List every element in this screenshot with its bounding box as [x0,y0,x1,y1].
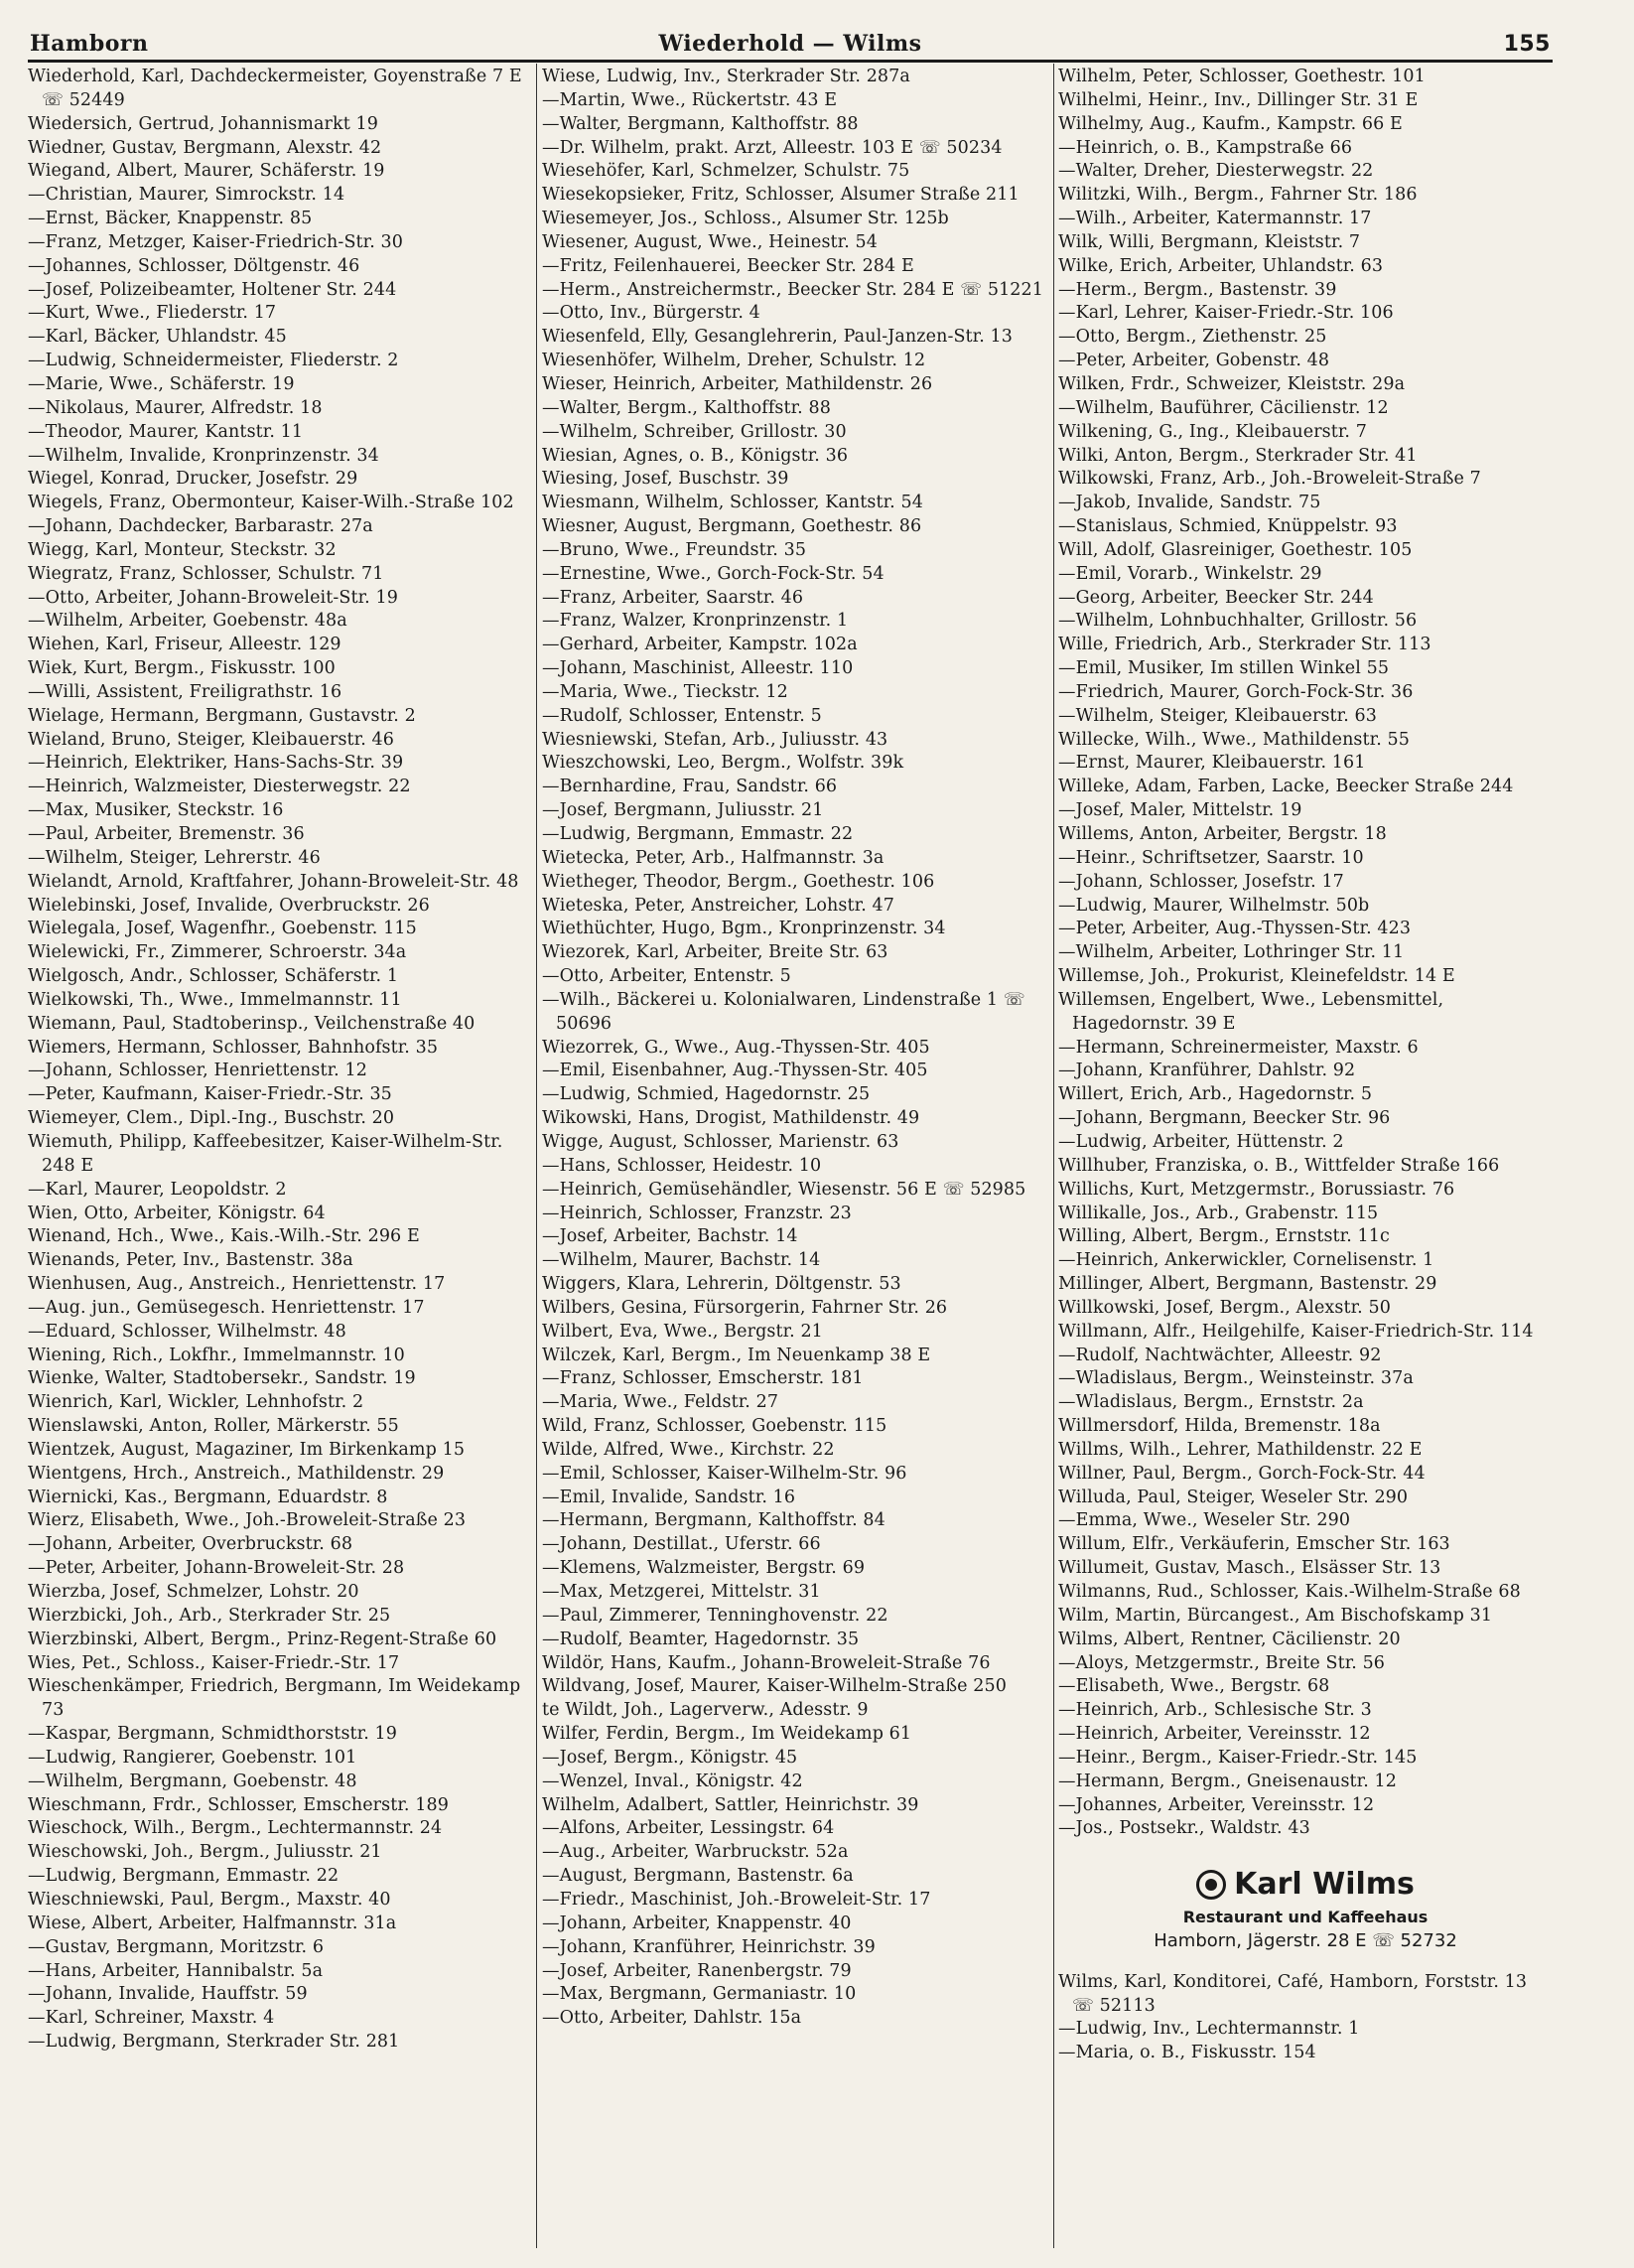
directory-entry: Wiegratz, Franz, Schlosser, Schulstr. 71 [28,563,384,584]
directory-entry: Wilmanns, Rud., Schlosser, Kais.-Wilhelm-Straße 68 [1058,1582,1521,1602]
directory-entry: Wiegg, Karl, Monteur, Steckstr. 32 [28,539,337,560]
directory-entry: Wielgosch, Andr., Schlosser, Schäferstr. 1 [28,966,399,987]
directory-entry: —Ludwig, Bergmann, Emmastr. 22 [542,824,854,844]
directory-entry: —Willi, Assistent, Freiligrathstr. 16 [28,681,342,702]
directory-entry: Wilitzki, Wilh., Bergm., Fahrner Str. 186 [1058,185,1418,206]
column-2 [542,66,1050,2250]
directory-entry: Wieschock, Wilh., Bergm., Lechtermannstr. 24 [28,1818,443,1839]
directory-entry: —Johann, Bergmann, Beecker Str. 96 [1058,1108,1391,1129]
directory-entry: Wiehen, Karl, Friseur, Alleestr. 129 [28,635,341,655]
directory-entry: —Emil, Invalide, Sandstr. 16 [542,1487,796,1507]
directory-entry: —Herm., Bergm., Bastenstr. 39 [1058,279,1337,300]
directory-entry: —Josef, Bergm., Königstr. 45 [542,1747,798,1768]
directory-entry: Wilken, Frdr., Schweizer, Kleiststr. 29a [1058,373,1406,394]
directory-entry: —Friedr., Maschinist, Joh.-Broweleit-Str. 17 [542,1889,931,1910]
directory-entry: Wikowski, Hans, Drogist, Mathildenstr. 49 [542,1108,920,1129]
directory-entry: —Ludwig, Bergmann, Emmastr. 22 [28,1866,340,1887]
directory-entry: —Hans, Schlosser, Heidestr. 10 [542,1155,822,1176]
directory-entry: —Johann, Schlosser, Josefstr. 17 [1058,871,1344,892]
column-3 [1058,66,1553,2250]
directory-entry: —Wilhelm, Steiger, Lehrerstr. 46 [28,847,321,868]
directory-entry: —Jakob, Invalide, Sandstr. 75 [1058,493,1321,513]
directory-entry: —Otto, Inv., Bürgerstr. 4 [542,303,760,324]
advertisement [1058,1867,1553,1951]
directory-entry: Wilhelmy, Aug., Kaufm., Kampstr. 66 E [1058,113,1403,134]
column-divider [536,64,537,2248]
directory-entry: —Josef, Arbeiter, Ranenbergstr. 79 [542,1960,852,1981]
directory-entry: Wientzek, August, Magaziner, Im Birkenkamp 15 [28,1439,466,1460]
directory-entry: —Ernst, Bäcker, Knappenstr. 85 [28,209,313,229]
directory-entry: —Johannes, Schlosser, Döltgenstr. 46 [28,255,360,276]
directory-entry: —Hermann, Bergm., Gneisenaustr. 12 [1058,1771,1398,1791]
directory-entry: Wientgens, Hrch., Anstreich., Mathildenstr. 29 [28,1463,445,1484]
directory-entry: Wieteska, Peter, Anstreicher, Lohstr. 47 [542,895,894,916]
directory-entry: Wieser, Heinrich, Arbeiter, Mathildenstr. 26 [542,373,933,394]
directory-entry: Wieschniewski, Paul, Bergm., Maxstr. 40 [28,1889,391,1910]
directory-entry: —Max, Musiker, Steckstr. 16 [28,800,284,821]
directory-entry: —August, Bergmann, Bastenstr. 6a [542,1866,854,1887]
directory-entry: Wielegala, Josef, Wagenfhr., Goebenstr. 115 [28,919,417,939]
directory-entry: Wilki, Anton, Bergm., Sterkrader Str. 41 [1058,445,1418,466]
directory-entry: —Wilhelm, Lohnbuchhalter, Grillostr. 56 [1058,611,1418,632]
directory-entry: Wielebinski, Josef, Invalide, Overbruckstr. 26 [28,895,430,916]
directory-entry: Wiernicki, Kas., Bergmann, Eduardstr. 8 [28,1487,388,1507]
directory-entry: Wiesenhöfer, Wilhelm, Dreher, Schulstr. 12 [542,351,926,371]
ad-address: Hamborn, Jägerstr. 28 E ☏ 52732 [1154,1929,1457,1951]
directory-entry: Wiegels, Franz, Obermonteur, Kaiser-Wilh.-Straße 102 [28,493,514,513]
directory-entry: Will, Adolf, Glasreiniger, Goethestr. 105 [1058,539,1413,560]
directory-entry: Wiesmann, Wilhelm, Schlosser, Kantstr. 54 [542,493,923,513]
directory-entry: —Ludwig, Inv., Lechtermannstr. 1 [1058,2019,1360,2040]
directory-entry: —Wladislaus, Bergm., Ernststr. 2a [1058,1392,1364,1413]
directory-entry: Wiezorek, Karl, Arbeiter, Breite Str. 63 [542,942,888,963]
directory-entry: Wiese, Ludwig, Inv., Sterkrader Str. 287a [542,67,910,86]
directory-entry: Willumeit, Gustav, Masch., Elsässer Str. 13 [1058,1558,1441,1579]
directory-entry: Wildör, Hans, Kaufm., Johann-Broweleit-Straße 76 [542,1652,991,1673]
directory-entry: Wieschmann, Frdr., Schlosser, Emscherstr. 189 [28,1794,449,1815]
directory-entry: Willner, Paul, Bergm., Gorch-Fock-Str. 44 [1058,1463,1426,1484]
directory-entry: —Heinrich, Arb., Schlesische Str. 3 [1058,1700,1372,1721]
directory-entry: —Maria, o. B., Fiskusstr. 154 [1058,2043,1316,2063]
column-3-after-ad [1058,1971,1553,2065]
directory-entry: —Johann, Destillat., Uferstr. 66 [542,1534,821,1555]
directory-entry: —Ludwig, Bergmann, Sterkrader Str. 281 [28,2032,400,2053]
directory-entry: —Walter, Bergm., Kalthoffstr. 88 [542,397,831,418]
directory-entry: Willemsen, Engelbert, Wwe., Lebensmittel, Hagedornstr. 39 E [1058,989,1444,1034]
directory-entry: Wieszchowski, Leo, Bergm., Wolfstr. 39k [542,753,904,774]
directory-entry: —Johann, Kranführer, Dahlstr. 92 [1058,1061,1356,1081]
directory-entry: Wiedner, Gustav, Bergmann, Alexstr. 42 [28,137,382,158]
directory-entry: Wiemers, Hermann, Schlosser, Bahnhofstr. 35 [28,1037,439,1058]
directory-entry: —Karl, Maurer, Leopoldstr. 2 [28,1179,287,1200]
directory-entry: —Josef, Arbeiter, Bachstr. 14 [542,1226,798,1247]
directory-entry: —Ludwig, Maurer, Wilhelmstr. 50b [1058,895,1370,916]
directory-entry: —Aloys, Metzgermstr., Breite Str. 56 [1058,1652,1386,1673]
directory-entry: —Paul, Zimmerer, Tenninghovenstr. 22 [542,1605,888,1626]
directory-entry: Willikalle, Jos., Arb., Grabenstr. 115 [1058,1203,1379,1223]
directory-entry: Wilke, Erich, Arbeiter, Uhlandstr. 63 [1058,255,1384,276]
directory-entry: —Rudolf, Schlosser, Entenstr. 5 [542,705,822,726]
directory-entry: —Hermann, Schreinermeister, Maxstr. 6 [1058,1037,1419,1058]
directory-entry: Wies, Pet., Schloss., Kaiser-Friedr.-Str. 17 [28,1652,400,1673]
column-1 [28,66,532,2250]
directory-entry: —Johann, Dachdecker, Barbarastr. 27a [28,516,373,537]
directory-entry: Wilfer, Ferdin, Bergm., Im Weidekamp 61 [542,1724,912,1745]
directory-entry: —Kaspar, Bergmann, Schmidthorststr. 19 [28,1724,397,1745]
directory-entry: Wiesener, August, Wwe., Heinestr. 54 [542,231,878,252]
directory-entry: —Herm., Anstreichermstr., Beecker Str. 284 E ☏ 51221 [542,279,1044,300]
directory-entry: —Franz, Schlosser, Emscherstr. 181 [542,1368,864,1389]
directory-entry: Wielage, Hermann, Bergmann, Gustavstr. 2 [28,705,416,726]
directory-entry: —Johann, Invalide, Hauffstr. 59 [28,1984,308,2005]
directory-entry: —Heinrich, Schlosser, Franzstr. 23 [542,1203,852,1223]
directory-entry: —Johann, Maschinist, Alleestr. 110 [542,658,854,679]
ad-name: Karl Wilms [1234,1867,1415,1903]
directory-entry: —Ludwig, Schneidermeister, Fliederstr. 2 [28,351,399,371]
directory-entry: Willkowski, Josef, Bergm., Alexstr. 50 [1058,1297,1391,1318]
directory-entry: Wierz, Elisabeth, Wwe., Joh.-Broweleit-Straße 23 [28,1510,467,1531]
directory-entry: —Friedrich, Maurer, Gorch-Fock-Str. 36 [1058,681,1414,702]
header-left: Hamborn [30,31,149,57]
directory-entry: —Otto, Bergm., Ziethenstr. 25 [1058,327,1327,348]
directory-entry: —Emil, Vorarb., Winkelstr. 29 [1058,563,1322,584]
directory-entry: —Wilhelm, Arbeiter, Lothringer Str. 11 [1058,942,1405,963]
directory-entry: —Heinrich, Arbeiter, Vereinsstr. 12 [1058,1724,1371,1745]
directory-entry: Wietheger, Theodor, Bergm., Goethestr. 106 [542,871,935,892]
directory-entry: —Heinrich, Elektriker, Hans-Sachs-Str. 39 [28,753,404,774]
directory-entry: Wiesniewski, Stefan, Arb., Juliusstr. 43 [542,729,888,750]
directory-entry: Wiening, Rich., Lokfhr., Immelmannstr. 10 [28,1345,405,1365]
directory-entry: —Elisabeth, Wwe., Bergstr. 68 [1058,1676,1330,1697]
directory-entry: Wierzba, Josef, Schmelzer, Lohstr. 20 [28,1582,359,1602]
directory-entry: —Heinrich, Gemüsehändler, Wiesenstr. 56 E ☏ 52985 [542,1179,1026,1200]
page-number: 155 [1503,32,1551,57]
directory-entry: Wiese, Albert, Arbeiter, Halfmannstr. 31a [28,1913,397,1933]
directory-entry: Wille, Friedrich, Arb., Sterkrader Str. 113 [1058,635,1431,655]
directory-entry: —Peter, Kaufmann, Kaiser-Friedr.-Str. 35 [28,1084,392,1105]
directory-entry: Wiggers, Klara, Lehrerin, Döltgenstr. 53 [542,1274,901,1295]
directory-entry: Wiesian, Agnes, o. B., Königstr. 36 [542,445,849,466]
directory-entry: Wilbers, Gesina, Fürsorgerin, Fahrner Str. 26 [542,1297,948,1318]
directory-entry: —Peter, Arbeiter, Gobenstr. 48 [1058,351,1330,371]
directory-entry: —Heinrich, Walzmeister, Diesterwegstr. 22 [28,777,411,797]
directory-entry: Wiegel, Konrad, Drucker, Josefstr. 29 [28,469,358,490]
directory-entry: Willms, Wilh., Lehrer, Mathildenstr. 22 E [1058,1439,1423,1460]
directory-entry: Wienslawski, Anton, Roller, Märkerstr. 55 [28,1416,399,1437]
directory-entry: —Walter, Dreher, Diesterwegstr. 22 [1058,161,1374,182]
directory-entry: Millinger, Albert, Bergmann, Bastenstr. 29 [1058,1274,1437,1295]
page-header [28,24,1553,63]
directory-entry: Wien, Otto, Arbeiter, Königstr. 64 [28,1203,326,1223]
directory-entry: Wiesehöfer, Karl, Schmelzer, Schulstr. 75 [542,161,910,182]
directory-entry: Willemse, Joh., Prokurist, Kleinefeldstr. 14 E [1058,966,1455,987]
directory-entry: Willhuber, Franziska, o. B., Wittfelder Straße 166 [1058,1155,1500,1176]
directory-entry: Wiemann, Paul, Stadtoberinsp., Veilchenstraße 40 [28,1013,476,1034]
directory-entry: —Heinrich, o. B., Kampstraße 66 [1058,137,1353,158]
directory-entry: Wieschenkämper, Friedrich, Bergmann, Im Weidekamp 73 [28,1676,521,1721]
directory-entry: —Johann, Kranführer, Heinrichstr. 39 [542,1936,876,1957]
directory-entry: —Franz, Metzger, Kaiser-Friedrich-Str. 30 [28,231,403,252]
directory-entry: Wildvang, Josef, Maurer, Kaiser-Wilhelm-Straße 250 [542,1676,1007,1697]
directory-entry: —Wilhelm, Invalide, Kronprinzenstr. 34 [28,445,379,466]
directory-entry: —Johann, Arbeiter, Overbruckstr. 68 [28,1534,353,1555]
directory-entry: Wienand, Hch., Wwe., Kais.-Wilh.-Str. 296 E [28,1226,420,1247]
header-center-title: Wiederhold — Wilms [658,31,922,57]
directory-entry: —Emil, Schlosser, Kaiser-Wilhelm-Str. 96 [542,1463,907,1484]
directory-entry: Wilkowski, Franz, Arb., Joh.-Broweleit-Straße 7 [1058,469,1481,490]
directory-entry: —Wenzel, Inval., Königstr. 42 [542,1771,803,1791]
directory-entry: —Otto, Arbeiter, Dahlstr. 15a [542,2008,802,2029]
directory-entry: Wilk, Willi, Bergmann, Kleiststr. 7 [1058,231,1361,252]
directory-entry: Wilkening, G., Ing., Kleibauerstr. 7 [1058,421,1367,442]
directory-entry: —Karl, Bäcker, Uhlandstr. 45 [28,327,287,348]
directory-entry: —Paul, Arbeiter, Bremenstr. 36 [28,824,305,844]
directory-entry: Wiesenfeld, Elly, Gesanglehrerin, Paul-Janzen-Str. 13 [542,327,1014,348]
directory-entry: —Otto, Arbeiter, Johann-Broweleit-Str. 19 [28,587,398,608]
directory-entry: —Emil, Eisenbahner, Aug.-Thyssen-Str. 405 [542,1061,928,1081]
directory-entry: Wielewicki, Fr., Zimmerer, Schroerstr. 34a [28,942,407,963]
directory-entry: Wiesing, Josef, Buschstr. 39 [542,469,789,490]
directory-entry: Wienhusen, Aug., Anstreich., Henriettenstr. 17 [28,1274,446,1295]
directory-entry: —Franz, Walzer, Kronprinzenstr. 1 [542,611,849,632]
directory-entry: Wienands, Peter, Inv., Bastenstr. 38a [28,1250,353,1271]
directory-entry: —Wilh., Bäckerei u. Kolonialwaren, Lindenstraße 1 ☏ 50696 [542,989,1025,1034]
directory-entry: —Ludwig, Schmied, Hagedornstr. 25 [542,1084,871,1105]
directory-entry: —Jos., Postsekr., Waldstr. 43 [1058,1818,1310,1839]
column-3-entries [1058,66,1553,1841]
directory-entry: —Franz, Arbeiter, Saarstr. 46 [542,587,804,608]
directory-entry: —Maria, Wwe., Tieckstr. 12 [542,681,788,702]
directory-entry: —Ludwig, Rangierer, Goebenstr. 101 [28,1747,357,1768]
directory-entry: Willing, Albert, Bergm., Ernststr. 11c [1058,1226,1390,1247]
directory-entry: Wielkowski, Th., Wwe., Immelmannstr. 11 [28,989,402,1010]
directory-entry: —Stanislaus, Schmied, Knüppelstr. 93 [1058,516,1398,537]
directory-entry: —Wilhelm, Arbeiter, Goebenstr. 48a [28,611,347,632]
directory-entry: —Peter, Arbeiter, Johann-Broweleit-Str. 28 [28,1558,405,1579]
ad-title [1196,1867,1415,1902]
directory-entry: —Christian, Maurer, Simrockstr. 14 [28,185,345,206]
directory-entry: —Georg, Arbeiter, Beecker Str. 244 [1058,587,1374,608]
directory-entry: —Max, Bergmann, Germaniastr. 10 [542,1984,857,2005]
ad-subtitle: Restaurant und Kaffeehaus [1182,1907,1429,1926]
directory-entry: —Klemens, Walzmeister, Bergstr. 69 [542,1558,866,1579]
directory-entry: Wilbert, Eva, Wwe., Bergstr. 21 [542,1321,823,1342]
directory-entry: —Hermann, Bergmann, Kalthoffstr. 84 [542,1510,885,1531]
directory-entry: Wiederhold, Karl, Dachdeckermeister, Goyenstraße 7 E ☏ 52449 [28,67,522,110]
directory-entry: Wiek, Kurt, Bergm., Fiskusstr. 100 [28,658,336,679]
directory-entry: —Martin, Wwe., Rückertstr. 43 E [542,89,838,110]
directory-entry: —Gustav, Bergmann, Moritzstr. 6 [28,1936,325,1957]
directory-entry: Wiethüchter, Hugo, Bgm., Kronprinzenstr. 34 [542,919,946,939]
directory-entry: Willum, Elfr., Verkäuferin, Emscher Str. 163 [1058,1534,1450,1555]
directory-entry: —Kurt, Wwe., Fliederstr. 17 [28,303,277,324]
directory-entry: Willecke, Wilh., Wwe., Mathildenstr. 55 [1058,729,1410,750]
directory-entry: —Maria, Wwe., Feldstr. 27 [542,1392,779,1413]
directory-entry: Wienrich, Karl, Wickler, Lehnhofstr. 2 [28,1392,364,1413]
directory-entry: Wiezorrek, G., Wwe., Aug.-Thyssen-Str. 405 [542,1037,930,1058]
directory-entry: —Johann, Arbeiter, Knappenstr. 40 [542,1913,852,1933]
directory-entry: —Fritz, Feilenhauerei, Beecker Str. 284 E [542,255,914,276]
directory-entry: —Ludwig, Arbeiter, Hüttenstr. 2 [1058,1131,1344,1152]
directory-entry: —Max, Metzgerei, Mittelstr. 31 [542,1582,821,1602]
directory-entry: Wiemuth, Philipp, Kaffeebesitzer, Kaiser-Wilhelm-Str. 248 E [28,1131,503,1176]
directory-entry: Wiesner, August, Bergmann, Goethestr. 86 [542,516,922,537]
directory-entry: —Ernestine, Wwe., Gorch-Fock-Str. 54 [542,563,885,584]
logo-icon [1196,1870,1226,1900]
directory-entry: Wilde, Alfred, Wwe., Kirchstr. 22 [542,1439,835,1460]
directory-entry: —Johann, Schlosser, Henriettenstr. 12 [28,1061,367,1081]
directory-entry: Wilms, Karl, Konditorei, Café, Hamborn, Forststr. 13 ☏ 52113 [1058,1971,1528,2016]
directory-entry: Wieschowski, Joh., Bergm., Juliusstr. 21 [28,1842,382,1863]
directory-entry: Wietecka, Peter, Arb., Halfmannstr. 3a [542,847,885,868]
directory-entry: Wilhelmi, Heinr., Inv., Dillinger Str. 31 E [1058,89,1419,110]
directory-entry: Willeke, Adam, Farben, Lacke, Beecker Straße 244 [1058,777,1514,797]
directory-entry: —Gerhard, Arbeiter, Kampstr. 102a [542,635,858,655]
directory-entry: —Josef, Bergmann, Juliusstr. 21 [542,800,824,821]
directory-entry: Wilhelm, Adalbert, Sattler, Heinrichstr. 39 [542,1794,919,1815]
directory-entry: —Karl, Lehrer, Kaiser-Friedr.-Str. 106 [1058,303,1394,324]
directory-entry: —Aug. jun., Gemüsegesch. Henriettenstr. 17 [28,1297,425,1318]
directory-entry: —Nikolaus, Maurer, Alfredstr. 18 [28,397,323,418]
directory-entry: Wiesekopsieker, Fritz, Schlosser, Alsumer Straße 211 [542,185,1020,206]
directory-entry: —Wladislaus, Bergm., Weinsteinstr. 37a [1058,1368,1414,1389]
directory-entry: —Rudolf, Beamter, Hagedornstr. 35 [542,1629,860,1649]
directory-entry: Wiemeyer, Clem., Dipl.-Ing., Buschstr. 20 [28,1108,395,1129]
directory-entry: Willems, Anton, Arbeiter, Bergstr. 18 [1058,824,1387,844]
directory-entry: Wienke, Walter, Stadtobersekr., Sandstr. 19 [28,1368,416,1389]
directory-entry: —Bernhardine, Frau, Sandstr. 66 [542,777,838,797]
directory-entry: Wilm, Martin, Bürcangest., Am Bischofskamp 31 [1058,1605,1493,1626]
directory-entry: —Wilhelm, Bergmann, Goebenstr. 48 [28,1771,357,1791]
directory-entry: —Alfons, Arbeiter, Lessingstr. 64 [542,1818,835,1839]
directory-entry: —Josef, Maler, Mittelstr. 19 [1058,800,1302,821]
directory-entry: Wierzbinski, Albert, Bergm., Prinz-Regent-Straße 60 [28,1629,497,1649]
directory-entry: —Rudolf, Nachtwächter, Alleestr. 92 [1058,1345,1382,1365]
directory-entry: Wilczek, Karl, Bergm., Im Neuenkamp 38 E [542,1345,931,1365]
directory-entry: Willuda, Paul, Steiger, Weseler Str. 290 [1058,1487,1409,1507]
directory-entry: te Wildt, Joh., Lagerverw., Adesstr. 9 [542,1700,869,1721]
directory-entry: —Ernst, Maurer, Kleibauerstr. 161 [1058,753,1366,774]
directory-entry: —Theodor, Maurer, Kantstr. 11 [28,421,304,442]
directory-entry: Wiedersich, Gertrud, Johannismarkt 19 [28,113,378,134]
directory-entry: —Wilhelm, Schreiber, Grillostr. 30 [542,421,847,442]
directory-entry: Wierzbicki, Joh., Arb., Sterkrader Str. 25 [28,1605,391,1626]
directory-entry: —Wilhelm, Bauführer, Cäcilienstr. 12 [1058,397,1389,418]
directory-entry: —Heinr., Bergm., Kaiser-Friedr.-Str. 145 [1058,1747,1418,1768]
directory-entry: —Bruno, Wwe., Freundstr. 35 [542,539,807,560]
directory-entry: —Karl, Schreiner, Maxstr. 4 [28,2008,275,2029]
directory-entry: —Eduard, Schlosser, Wilhelmstr. 48 [28,1321,346,1342]
directory-entry: —Walter, Bergmann, Kalthoffstr. 88 [542,113,859,134]
directory-entry: Wieland, Bruno, Steiger, Kleibauerstr. 46 [28,729,394,750]
directory-entry: Willichs, Kurt, Metzgermstr., Borussiastr. 76 [1058,1179,1455,1200]
directory-entry: Wielandt, Arnold, Kraftfahrer, Johann-Broweleit-Str. 48 [28,871,519,892]
column-divider [1053,64,1054,2248]
directory-entry: —Aug., Arbeiter, Warbruckstr. 52a [542,1842,849,1863]
directory-entry: Willmersdorf, Hilda, Bremenstr. 18a [1058,1416,1381,1437]
directory-entry: —Johannes, Arbeiter, Vereinsstr. 12 [1058,1794,1375,1815]
directory-entry: Wiesemeyer, Jos., Schloss., Alsumer Str. 125b [542,209,949,229]
directory-entry: —Marie, Wwe., Schäferstr. 19 [28,373,295,394]
directory-entry: Willmann, Alfr., Heilgehilfe, Kaiser-Friedrich-Str. 114 [1058,1321,1534,1342]
directory-entry: Willert, Erich, Arb., Hagedornstr. 5 [1058,1084,1373,1105]
directory-entry: —Wilhelm, Maurer, Bachstr. 14 [542,1250,821,1271]
directory-entry: Wigge, August, Schlosser, Marienstr. 63 [542,1131,899,1152]
directory-entry: —Dr. Wilhelm, prakt. Arzt, Alleestr. 103 E ☏ 50234 [542,137,1003,158]
directory-entry: —Josef, Polizeibeamter, Holtener Str. 244 [28,279,397,300]
directory-entry: —Peter, Arbeiter, Aug.-Thyssen-Str. 423 [1058,919,1412,939]
directory-entry: —Emil, Musiker, Im stillen Winkel 55 [1058,658,1390,679]
directory-entry: Wild, Franz, Schlosser, Goebenstr. 115 [542,1416,887,1437]
directory-entry: —Otto, Arbeiter, Entenstr. 5 [542,966,791,987]
directory-entry: —Hans, Arbeiter, Hannibalstr. 5a [28,1960,324,1981]
directory-entry: Wiegand, Albert, Maurer, Schäferstr. 19 [28,161,385,182]
directory-entry: —Emma, Wwe., Weseler Str. 290 [1058,1510,1351,1531]
directory-entry: —Wilh., Arbeiter, Katermannstr. 17 [1058,209,1372,229]
directory-entry: Wilhelm, Peter, Schlosser, Goethestr. 101 [1058,67,1426,86]
directory-entry: —Heinr., Schriftsetzer, Saarstr. 10 [1058,847,1364,868]
directory-entry: —Wilhelm, Steiger, Kleibauerstr. 63 [1058,705,1378,726]
directory-entry: —Heinrich, Ankerwickler, Cornelisenstr. 1 [1058,1250,1434,1271]
directory-entry: Wilms, Albert, Rentner, Cäcilienstr. 20 [1058,1629,1401,1649]
